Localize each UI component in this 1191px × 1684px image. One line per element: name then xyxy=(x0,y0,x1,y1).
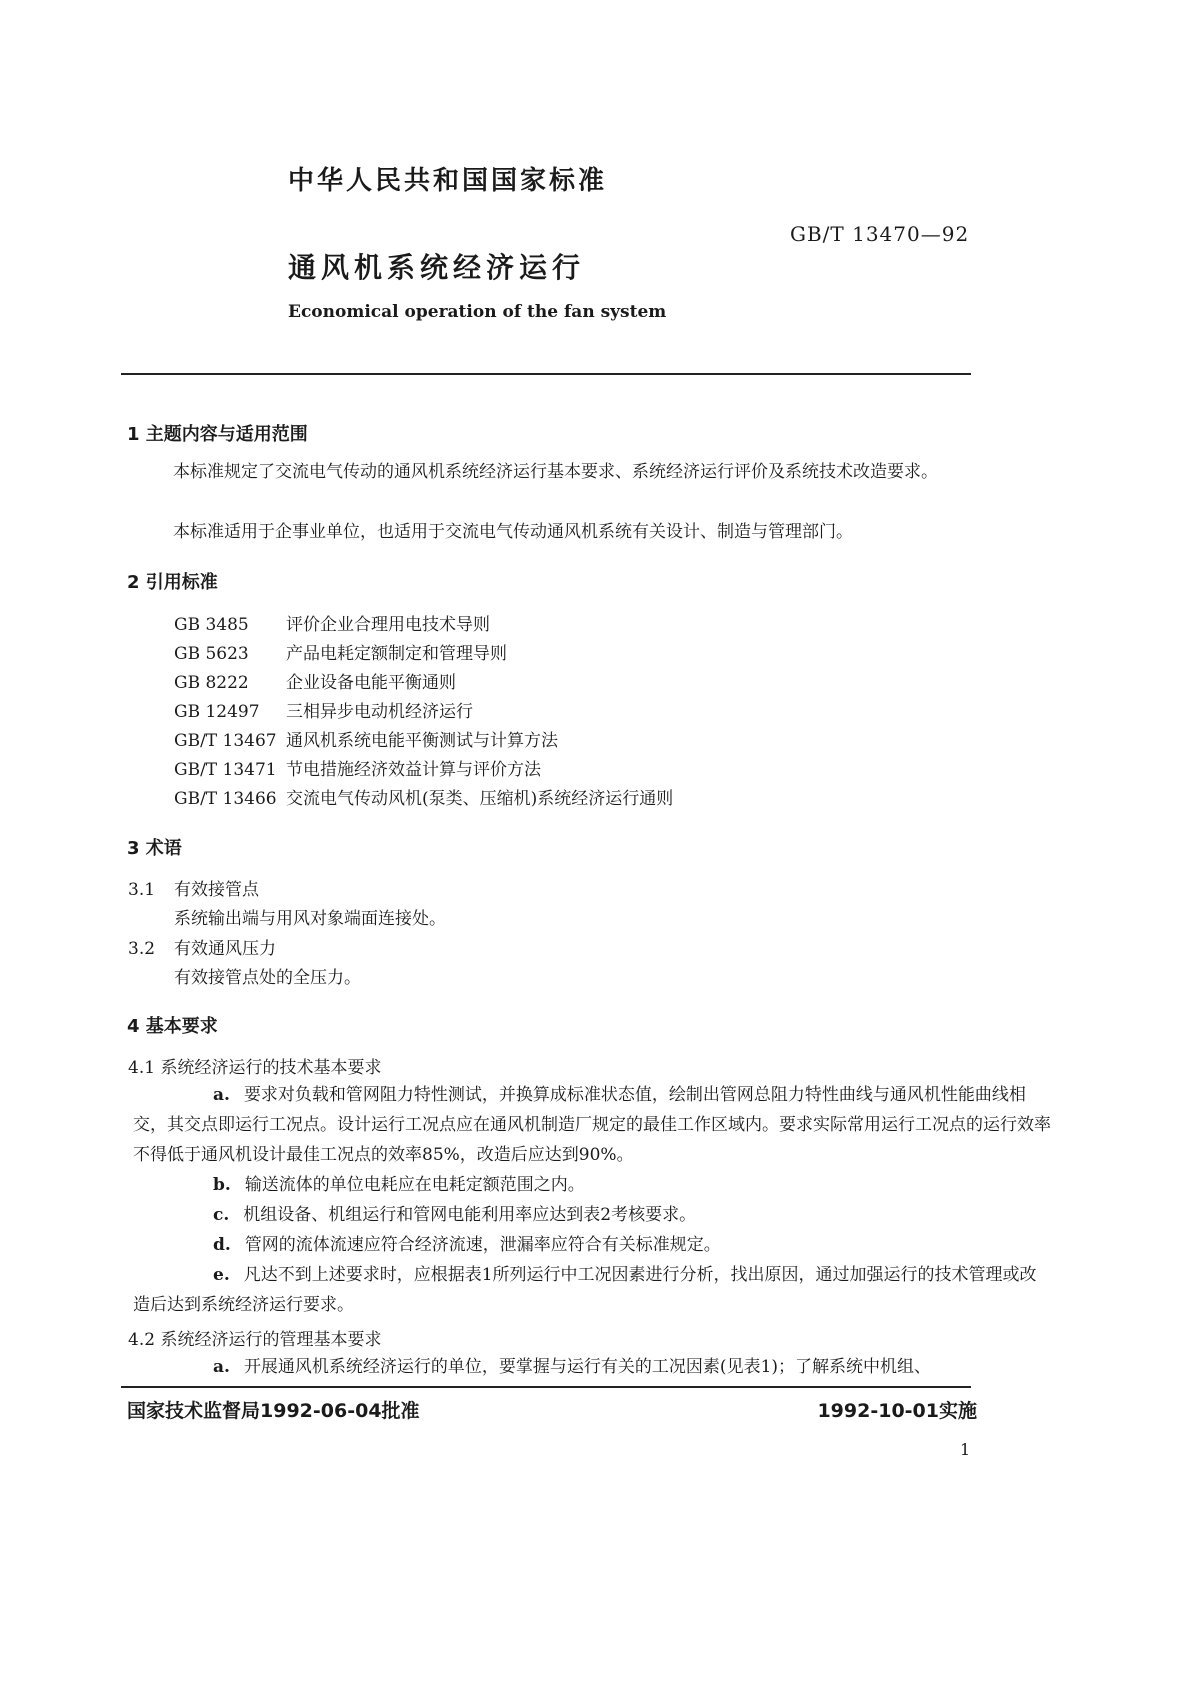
reference-item xyxy=(174,610,490,635)
item-label: a. xyxy=(213,1085,230,1105)
item-text: 要求对负载和管网阻力特性测试，并换算成标准状态值，绘制出管网总阻力特性曲线与通风机性能曲线相交，其交点即运行工况点。设计运行工况点应在通风机制造厂规定的最佳工作区域内。要求实际常用运行工况点的运行效率不得低于通风机设计最佳工况点的效率85%，改造后应达到90%。 xyxy=(133,1085,1051,1165)
item-label: c. xyxy=(213,1205,230,1225)
reference-title: 三相异步电动机经济运行 xyxy=(286,702,473,722)
approval-date: 国家技术监督局1992-06-04批准 xyxy=(127,1400,420,1422)
reference-item xyxy=(174,755,541,780)
page-number: 1 xyxy=(960,1440,971,1459)
reference-title: 评价企业合理用电技术导则 xyxy=(286,615,490,635)
reference-item xyxy=(174,639,507,664)
term-name: 有效接管点 xyxy=(174,880,259,900)
subsection-4-2-title: 4.2 系统经济运行的管理基本要求 xyxy=(128,1330,382,1350)
footer-divider xyxy=(121,1386,971,1388)
section-1-heading: 1 主题内容与适用范围 xyxy=(127,424,308,445)
reference-title: 节电措施经济效益计算与评价方法 xyxy=(286,760,541,780)
item-text: 管网的流体流速应符合经济流速，泄漏率应符合有关标准规定。 xyxy=(244,1235,721,1255)
requirement-item xyxy=(133,1352,1053,1382)
reference-code: GB/T 13467 xyxy=(174,731,277,751)
reference-code: GB 12497 xyxy=(174,702,260,722)
section-1-paragraph-2: 本标准适用于企事业单位，也适用于交流电气传动通风机系统有关设计、制造与管理部门。 xyxy=(173,522,853,542)
term-definition: 有效接管点处的全压力。 xyxy=(174,968,361,988)
term-definition: 系统输出端与用风对象端面连接处。 xyxy=(174,909,446,929)
subsection-4-1-title: 4.1 系统经济运行的技术基本要求 xyxy=(128,1058,382,1078)
reference-code: GB 3485 xyxy=(174,615,249,635)
reference-title: 交流电气传动风机(泵类、压缩机)系统经济运行通则 xyxy=(286,789,674,809)
document-title-english: Economical operation of the fan system xyxy=(288,302,667,322)
reference-title: 企业设备电能平衡通则 xyxy=(286,673,456,693)
standard-number: GB/T 13470—92 xyxy=(790,222,970,246)
requirement-item xyxy=(133,1200,1053,1230)
term-entry xyxy=(128,875,259,900)
item-text: 机组设备、机组运行和管网电能利用率应达到表2考核要求。 xyxy=(243,1205,697,1225)
implementation-date: 1992-10-01实施 xyxy=(817,1400,977,1422)
document-title: 通风机系统经济运行 xyxy=(288,251,586,284)
section-1-paragraph-1: 本标准规定了交流电气传动的通风机系统经济运行基本要求、系统经济运行评价及系统技术改造要求。 xyxy=(173,462,938,482)
item-label: b. xyxy=(213,1175,231,1195)
section-2-heading: 2 引用标准 xyxy=(127,572,218,593)
item-text: 开展通风机系统经济运行的单位，要掌握与运行有关的工况因素(见表1)；了解系统中机组、 xyxy=(243,1357,932,1377)
term-number: 3.1 xyxy=(128,880,156,900)
item-text: 凡达不到上述要求时，应根据表1所列运行中工况因素进行分析，找出原因，通过加强运行的技术管理或改造后达到系统经济运行要求。 xyxy=(133,1265,1037,1315)
requirement-item xyxy=(133,1080,1053,1170)
standard-category: 中华人民共和国国家标准 xyxy=(288,166,608,196)
term-entry xyxy=(128,934,276,959)
term-number: 3.2 xyxy=(128,939,156,959)
reference-item xyxy=(174,726,558,751)
reference-title: 通风机系统电能平衡测试与计算方法 xyxy=(286,731,558,751)
reference-item xyxy=(174,784,673,809)
section-4-heading: 4 基本要求 xyxy=(127,1016,218,1037)
reference-code: GB/T 13466 xyxy=(174,789,277,809)
reference-title: 产品电耗定额制定和管理导则 xyxy=(286,644,507,664)
requirement-item xyxy=(133,1230,1053,1260)
reference-code: GB 5623 xyxy=(174,644,249,664)
item-label: e. xyxy=(213,1265,230,1285)
requirement-item xyxy=(133,1260,1053,1320)
reference-item xyxy=(174,668,456,693)
item-text: 输送流体的单位电耗应在电耗定额范围之内。 xyxy=(244,1175,585,1195)
item-label: d. xyxy=(213,1235,231,1255)
reference-item xyxy=(174,697,473,722)
reference-code: GB/T 13471 xyxy=(174,760,277,780)
term-name: 有效通风压力 xyxy=(174,939,276,959)
section-3-heading: 3 术语 xyxy=(127,838,182,859)
requirement-item xyxy=(133,1170,1053,1200)
reference-code: GB 8222 xyxy=(174,673,249,693)
header-divider xyxy=(121,373,971,375)
item-label: a. xyxy=(213,1357,230,1377)
